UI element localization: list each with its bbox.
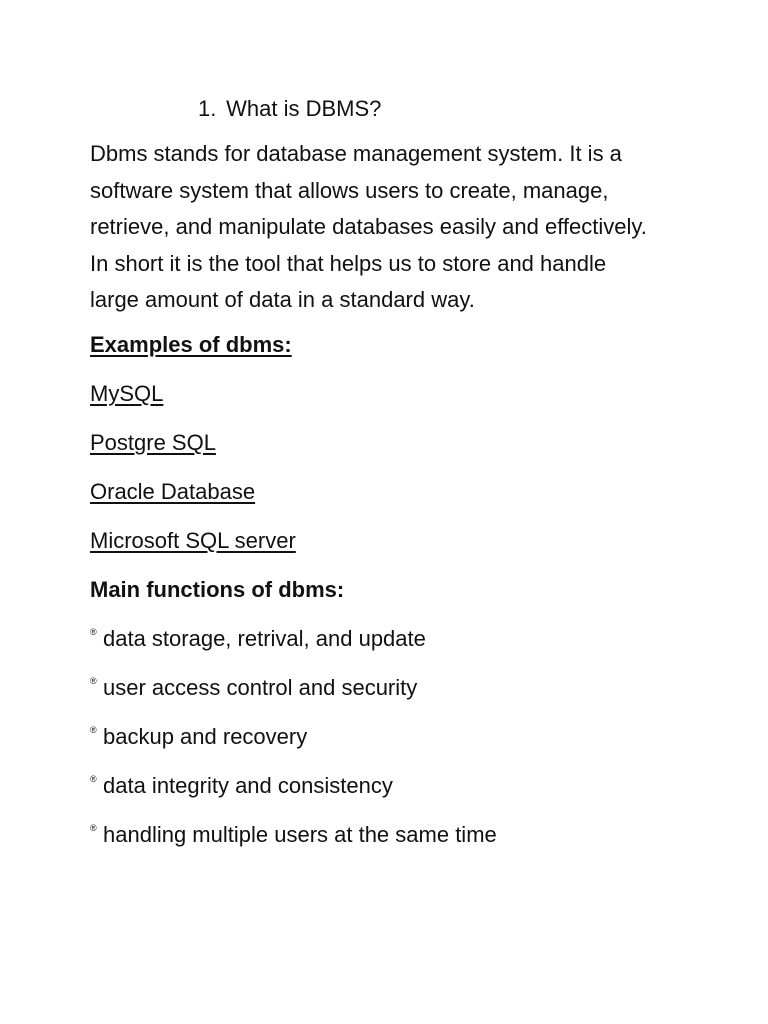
document-body <box>90 94 690 860</box>
intro-paragraph <box>90 136 690 319</box>
function-text: backup and recovery <box>103 724 308 749</box>
function-item <box>90 811 690 860</box>
function-text: user access control and security <box>103 675 418 700</box>
function-item <box>90 664 690 713</box>
intro-line: In short it is the tool that helps us to store and handle <box>90 250 607 276</box>
function-text: data storage, retrival, and update <box>103 626 426 651</box>
function-item <box>90 615 690 664</box>
bullet-icon: ® <box>90 676 97 686</box>
bullet-icon: ® <box>90 774 97 784</box>
function-text: data integrity and consistency <box>103 773 393 798</box>
intro-line: large amount of data in a standard way. <box>90 287 475 312</box>
example-mysql: MySQL <box>90 381 164 406</box>
example-sql-server: Microsoft SQL server <box>90 528 296 553</box>
bullet-icon: ® <box>90 725 97 735</box>
functions-heading-row <box>90 566 690 615</box>
heading-text: What is DBMS? <box>226 96 382 121</box>
functions-heading: Main functions of dbms: <box>90 577 345 602</box>
example-oracle: Oracle Database <box>90 479 256 504</box>
function-text: handling multiple users at the same time <box>103 822 497 847</box>
bullet-icon: ® <box>90 823 97 833</box>
intro-line: Dbms stands for database management system. It is a <box>90 141 622 166</box>
bullet-icon: ® <box>90 627 97 637</box>
heading-number: 1. <box>198 96 217 121</box>
intro-line: software system that allows users to create, manage, <box>90 177 609 203</box>
examples-heading: Examples of dbms: <box>90 332 292 357</box>
example-postgresql: Postgre SQL <box>90 430 216 455</box>
function-item <box>90 713 690 762</box>
examples-heading-row <box>90 321 690 370</box>
example-item <box>90 517 690 566</box>
function-item <box>90 762 690 811</box>
example-item <box>90 370 690 419</box>
example-item <box>90 419 690 468</box>
example-item <box>90 468 690 517</box>
numbered-heading <box>198 94 690 124</box>
intro-line: retrieve, and manipulate databases easily and effectively. <box>90 214 647 239</box>
